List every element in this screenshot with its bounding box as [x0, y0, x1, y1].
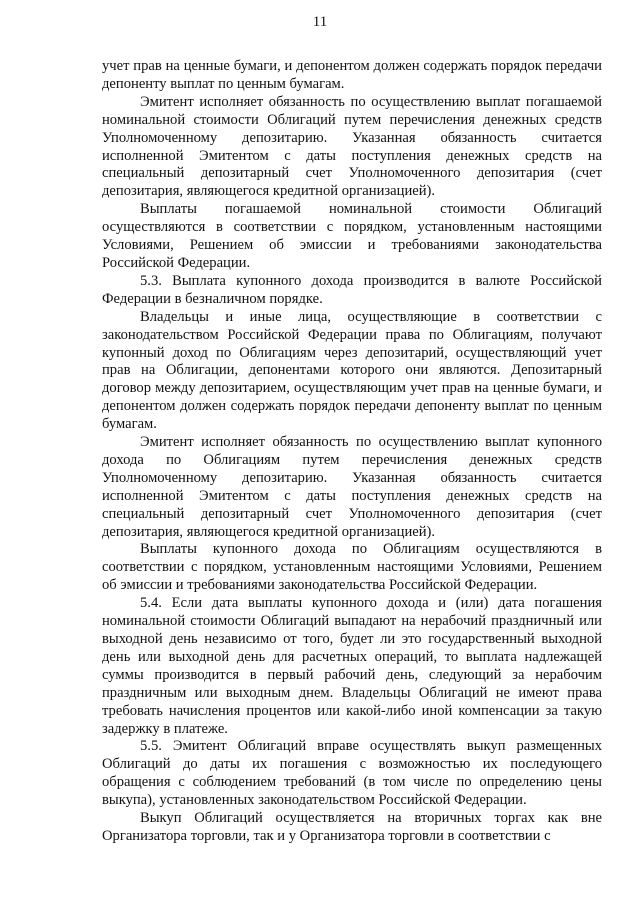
- paragraph-coupon-payments: Выплаты купонного дохода по Облигациям осуществляются в соответствии с порядком, установленным настоящими Условиями, Решением об эмиссии и требованиями законодательства Российской Федерации.: [102, 541, 602, 594]
- paragraph-clause-5-4: 5.4. Если дата выплаты купонного дохода и (или) дата погашения номинальной стоимости Облигаций выпадают на нерабочий праздничный или выходной день независимо от того, будет ли это государственный выходной день или выходной день для расчетных операций, то выплата надлежащей суммы производится в первый рабочий день, следующий за нерабочим праздничным или выходным днем. Владельцы Облигаций не имеют права требовать начисления процентов или какой-либо иной компенсации за такую задержку в платеже.: [102, 595, 602, 737]
- paragraph-coupon-holders: Владельцы и иные лица, осуществляющие в соответствии с законодательством Российской Федерации права по Облигациям, получают купонный доход по Облигациям через депозитарий, осуществляющий учет прав на Облигации, депонентами которого они являются. Депозитарный договор между депозитарием, осуществляющим учет прав на ценные бумаги, и депонентом должен содержать порядок передачи депоненту выплат по ценным бумагам.: [102, 308, 602, 433]
- paragraph-principal-obligation: Эмитент исполняет обязанность по осуществлению выплат погашаемой номинальной стоимости Облигаций путем перечисления денежных средств Уполномоченному депозитарию. Указанная обязанность считается исполненной Эмитентом с даты поступления денежных средств на специальный депозитарный счет Уполномоченного депозитария (счет депозитария, являющегося кредитной организацией).: [102, 93, 602, 200]
- paragraph-principal-payments: Выплаты погашаемой номинальной стоимости Облигаций осуществляются в соответствии с порядком, установленным настоящими Условиями, Решением об эмиссии и требованиями законодательства Российской Федерации.: [102, 201, 602, 271]
- paragraph-continuation: учет прав на ценные бумаги, и депонентом должен содержать порядок передачи депоненту выплат по ценным бумагам.: [102, 58, 602, 92]
- paragraph-clause-5-5: 5.5. Эмитент Облигаций вправе осуществлять выкуп размещенных Облигаций до даты их погашения с возможностью их последующего обращения с соблюдением требований (в том числе по определению цены выкупа), установленных законодательством Российской Федерации.: [102, 738, 602, 809]
- page-number: 11: [312, 14, 328, 30]
- paragraph-buyback: Выкуп Облигаций осуществляется на вторичных торгах как вне Организатора торговли, так и у Организатора торговли в соответствии с: [102, 810, 602, 844]
- paragraph-clause-5-3: 5.3. Выплата купонного дохода производится в валюте Российской Федерации в безналичном порядке.: [102, 272, 602, 307]
- document-body: [102, 58, 602, 846]
- paragraph-coupon-obligation: Эмитент исполняет обязанность по осуществлению выплат купонного дохода по Облигациям путем перечисления денежных средств Уполномоченному депозитарию. Указанная обязанность считается исполненной Эмитентом с даты поступления денежных средств на специальный депозитарный счет Уполномоченного депозитария (счет депозитария, являющегося кредитной организацией).: [102, 434, 602, 540]
